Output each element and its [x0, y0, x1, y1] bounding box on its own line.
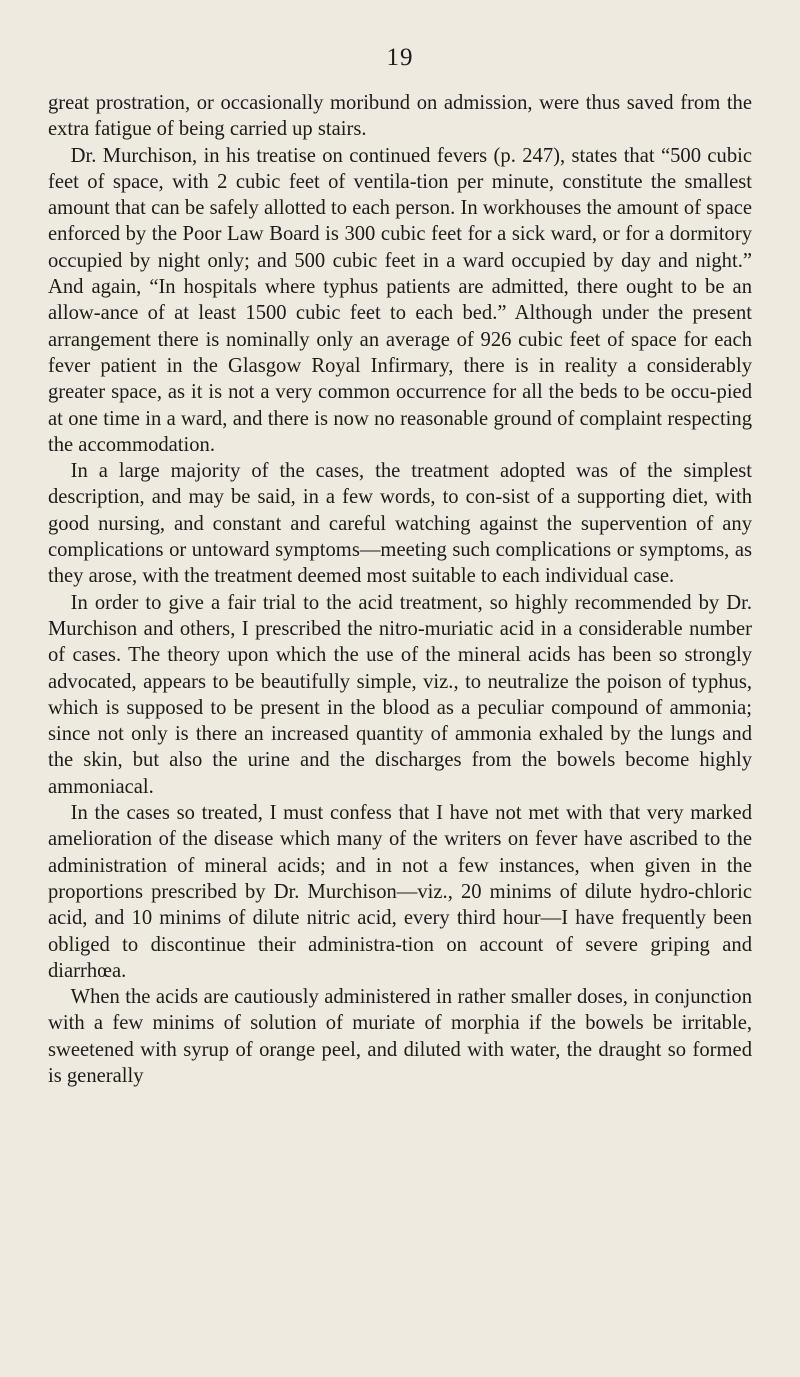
paragraph-treatment: In a large majority of the cases, the treatment adopted was of the simplest description, and may be said, in a few words, to con-sist of a supporting diet, with good nursing, and constant and careful watching against the supervention of any complications or untoward symptoms—meeting such complications or symptoms, as they arose, with the treatment deemed most suitable to each individual case.: [48, 460, 752, 588]
paragraph-smaller-doses: When the acids are cautiously administered in rather smaller doses, in conjunction with a few minims of solution of muriate of morphia if the bowels be irritable, sweetened with syrup of orange peel, and diluted with water, the draught so formed is generally: [48, 986, 752, 1087]
paragraph-acid-treatment: In order to give a fair trial to the acid treatment, so highly recommended by Dr. Murchison and others, I prescribed the nitro-muriatic acid in a considerable number of cases. The theory upon which the use of the mineral acids has been so strongly advocated, appears to be beautifully simple, viz., to neutralize the poison of typhus, which is supposed to be present in the blood as a peculiar compound of ammonia; since not only is there an increased quantity of ammonia exhaled by the lungs and the skin, but also the urine and the discharges from the bowels become highly ammoniacal.: [48, 591, 752, 798]
paragraph-murchison-space: Dr. Murchison, in his treatise on continued fevers (p. 247), states that “500 cubic feet of space, with 2 cubic feet of ventila-tion per minute, constitute the smallest amount that can be safely allotted to each person. In workhouses the amount of space enforced by the Poor Law Board is 300 cubic feet for a sick ward, or for a dormitory occupied by night only; and 500 cubic feet in a ward occupied by day and night.” And again, “In hospitals where typhus patients are admitted, there ought to be an allow-ance of at least 1500 cubic feet to each bed.” Although under the present arrangement there is nominally only an average of 926 cubic feet of space for each fever patient in the Glasgow Royal Infirmary, there is in reality a considerably greater space, as it is not a very common occurrence for all the beds to be occu-pied at one time in a ward, and there is now no reasonable ground of complaint respecting the accommodation.: [48, 144, 752, 456]
paragraph-continued-prostration: great prostration, or occasionally moribund on admission, were thus saved from the extra fatigue of being carried up stairs.: [48, 92, 752, 141]
paragraph-amelioration: In the cases so treated, I must confess that I have not met with that very marked amelioration of the disease which many of the writers on fever have ascribed to the administration of mineral acids; and in not a few instances, when given in the proportions prescribed by Dr. Murchison—viz., 20 minims of dilute hydro-chloric acid, and 10 minims of dilute nitric acid, every third hour—I have frequently been obliged to discontinue their administra-tion on account of severe griping and diarrhœa.: [48, 802, 752, 982]
page-number: 19: [386, 44, 414, 71]
body-text: [48, 90, 752, 1089]
